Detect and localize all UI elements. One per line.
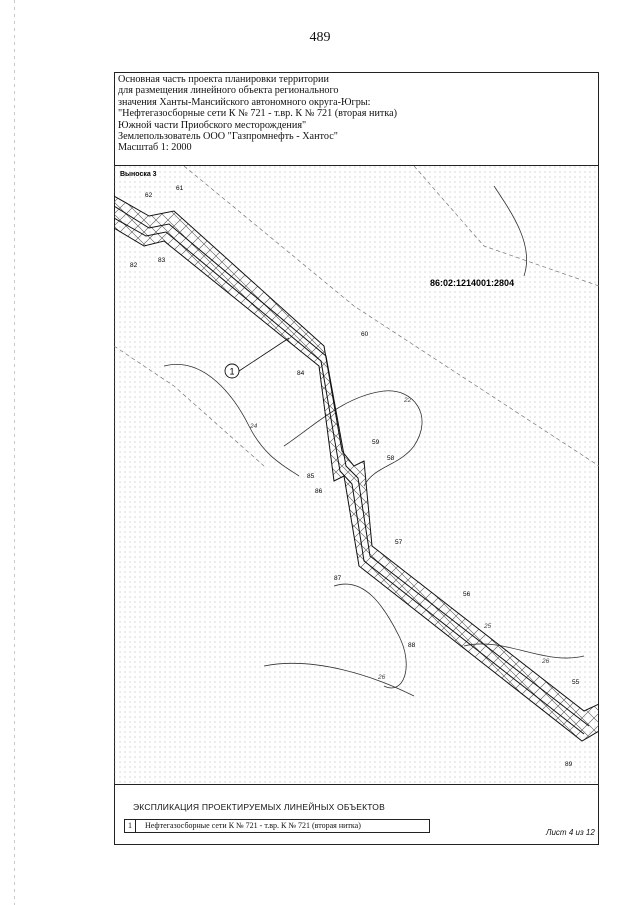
- point-label: 58: [387, 455, 395, 462]
- point-label: 61: [176, 185, 184, 192]
- map-canvas: [114, 166, 599, 785]
- contour-label: 26: [378, 674, 386, 681]
- title-line: Южной части Приобского месторождения": [118, 119, 307, 131]
- point-label: 59: [372, 439, 380, 446]
- point-label: 55: [572, 679, 580, 686]
- point-label: 88: [408, 642, 416, 649]
- title-line: для размещения линейного объекта регионального: [118, 85, 339, 97]
- point-label: 57: [395, 539, 403, 546]
- point-label: 82: [130, 262, 138, 269]
- object-marker-label: 1: [229, 366, 235, 377]
- inset-label: Выноска 3: [120, 171, 157, 178]
- legend-title: ЭКСПЛИКАЦИЯ ПРОЕКТИРУЕМЫХ ЛИНЕЙНЫХ ОБЪЕКТОВ: [133, 802, 385, 812]
- title-line: значения Ханты-Мансийского автономного округа-Югры:: [118, 96, 371, 108]
- contour-label: 26: [542, 658, 550, 665]
- point-label: 62: [145, 192, 153, 199]
- scan-edge: [14, 0, 15, 905]
- point-label: 56: [463, 591, 471, 598]
- contour-label: 22: [404, 397, 412, 404]
- point-label: 84: [297, 370, 305, 377]
- title-line: Основная часть проекта планировки территории: [118, 74, 329, 85]
- point-label: 60: [361, 331, 369, 338]
- map-area: [114, 165, 599, 785]
- parcel-id: 86:02:1214001:2804: [430, 278, 515, 288]
- legend-row: [124, 819, 430, 833]
- point-label: 85: [307, 473, 315, 480]
- point-label: 83: [158, 257, 166, 264]
- scale-line: Масштаб 1: 2000: [118, 142, 192, 154]
- contour-label: 24: [250, 423, 258, 430]
- point-label: 86: [315, 488, 323, 495]
- legend-row-text: Нефтегазосборные сети К № 721 - т.вр. К № 721 (вторая нитка): [145, 821, 361, 830]
- title-line: Землепользователь ООО "Газпромнефть - Хантос": [118, 131, 338, 143]
- title-line: "Нефтегазосборные сети К № 721 - т.вр. К № 721 (вторая нитка): [118, 108, 398, 120]
- legend-row-number: 1: [125, 820, 136, 832]
- page-number: 489: [309, 30, 331, 45]
- title-block: [118, 74, 397, 154]
- contour-label: 25: [484, 623, 492, 630]
- point-label: 89: [565, 761, 573, 768]
- sheet-label: Лист 4 из 12: [546, 828, 595, 837]
- point-label: 87: [334, 575, 342, 582]
